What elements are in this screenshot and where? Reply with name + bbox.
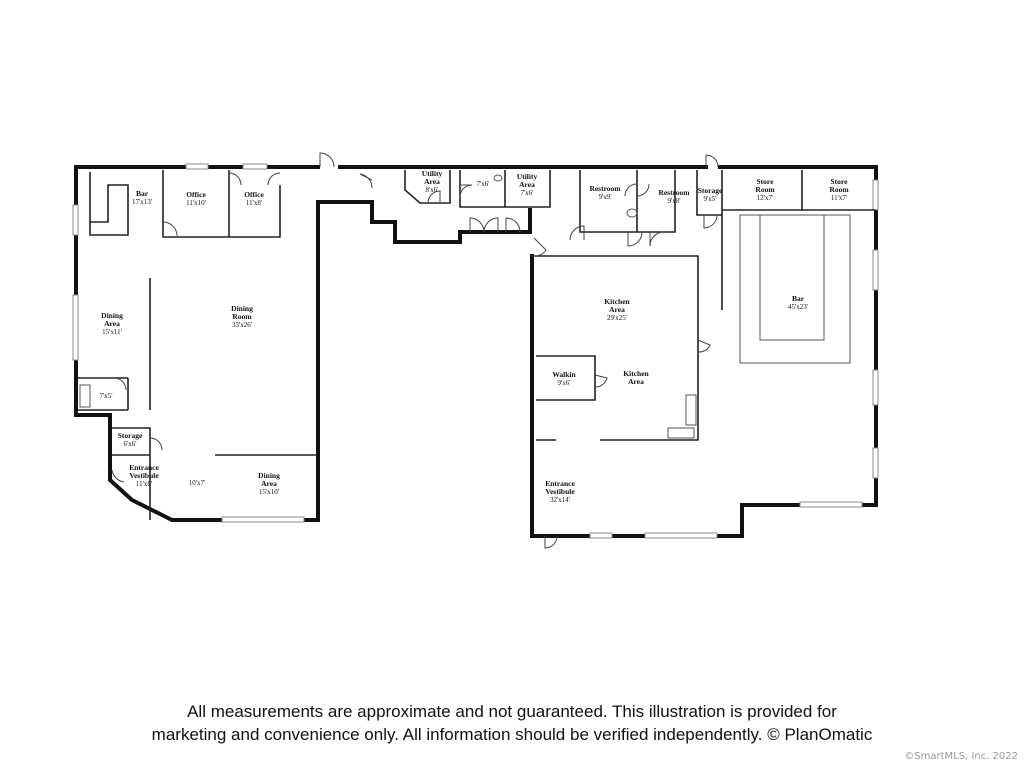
room-office-2 (244, 190, 264, 207)
room-store-room-1 (755, 177, 775, 202)
svg-text:Walkin: Walkin (552, 370, 576, 379)
room-office-1 (186, 190, 206, 207)
svg-text:Room: Room (829, 185, 849, 194)
svg-text:Area: Area (261, 479, 277, 488)
room-10x7 (189, 479, 206, 487)
svg-text:32'x14': 32'x14' (549, 496, 571, 504)
svg-text:Vestibule: Vestibule (129, 471, 159, 480)
svg-text:Restroom: Restroom (658, 188, 690, 197)
disclaimer-line-2: marketing and convenience only. All information should be verified independently. © PlanOmatic (151, 725, 873, 744)
svg-text:Room: Room (232, 312, 252, 321)
room-store-room-2 (829, 177, 849, 202)
room-bar-right (788, 294, 808, 311)
svg-text:7'x6': 7'x6' (520, 189, 534, 197)
room-kitchen-area-1 (604, 297, 630, 322)
svg-text:9'x5': 9'x5' (703, 195, 717, 203)
copyright-notice: ©SmartMLS, Inc. 2022 (904, 751, 1018, 762)
svg-text:11'x10': 11'x10' (186, 199, 206, 207)
svg-text:11'x7': 11'x7' (830, 194, 848, 202)
room-entrance-vestibule-2 (545, 479, 575, 504)
room-bar-left (132, 189, 152, 206)
room-dining-area-2 (258, 471, 280, 496)
svg-text:Dining: Dining (231, 304, 253, 313)
svg-text:Area: Area (628, 377, 644, 386)
room-closet-7x5 (99, 392, 112, 400)
svg-text:Area: Area (104, 319, 120, 328)
svg-text:Entrance: Entrance (545, 479, 575, 488)
svg-text:Dining: Dining (101, 311, 123, 320)
svg-text:Bar: Bar (135, 189, 149, 198)
svg-text:29'x25': 29'x25' (606, 314, 628, 322)
room-storage-9x5 (698, 186, 723, 203)
svg-text:7'x5': 7'x5' (99, 392, 113, 400)
svg-text:11'x8': 11'x8' (245, 199, 263, 207)
svg-text:Store: Store (756, 177, 774, 186)
room-closet-7x6 (476, 180, 489, 188)
svg-text:Area: Area (609, 305, 625, 314)
svg-text:Store: Store (830, 177, 848, 186)
svg-text:Storage: Storage (117, 431, 143, 440)
svg-text:9'x9': 9'x9' (598, 193, 612, 201)
svg-text:6'x6': 6'x6' (123, 440, 137, 448)
svg-text:Storage: Storage (697, 186, 723, 195)
svg-text:Bar: Bar (791, 294, 805, 303)
svg-text:Restroom: Restroom (589, 184, 621, 193)
room-dining-room (231, 304, 253, 329)
svg-text:Area: Area (519, 180, 535, 189)
svg-text:Utility: Utility (421, 169, 443, 178)
room-labels (99, 169, 849, 504)
room-entrance-vestibule-1 (129, 463, 159, 488)
interior-walls (78, 170, 876, 520)
room-dining-area-1 (101, 311, 123, 336)
svg-text:9'x8': 9'x8' (667, 197, 681, 205)
room-storage-6x6 (118, 431, 143, 448)
svg-text:9'x6': 9'x6' (557, 379, 571, 387)
svg-text:33'x26': 33'x26' (231, 321, 253, 329)
svg-text:12'x7': 12'x7' (756, 194, 774, 202)
svg-text:Dining: Dining (258, 471, 280, 480)
svg-text:Area: Area (424, 177, 440, 186)
disclaimer-line-1: All measurements are approximate and not guaranteed. This illustration is provided for (187, 702, 837, 721)
svg-text:Room: Room (755, 185, 775, 194)
room-kitchen-area-2 (623, 369, 649, 386)
svg-text:10'x7': 10'x7' (188, 479, 206, 487)
svg-text:7'x6': 7'x6' (476, 180, 490, 188)
svg-text:Kitchen: Kitchen (623, 369, 649, 378)
svg-text:Office: Office (186, 190, 206, 199)
svg-text:15'x11': 15'x11' (102, 328, 122, 336)
svg-text:Kitchen: Kitchen (604, 297, 630, 306)
room-walkin (552, 370, 576, 387)
room-utility-2 (517, 172, 538, 197)
svg-text:Office: Office (244, 190, 264, 199)
svg-text:17'x13': 17'x13' (131, 198, 153, 206)
svg-text:11'x8': 11'x8' (135, 480, 153, 488)
room-restroom-1 (589, 184, 621, 201)
svg-text:Utility: Utility (516, 172, 538, 181)
room-utility-1 (422, 169, 443, 194)
svg-text:Entrance: Entrance (129, 463, 159, 472)
svg-text:8'x6': 8'x6' (425, 186, 439, 194)
room-restroom-2 (658, 188, 690, 205)
svg-text:15'x10': 15'x10' (258, 488, 280, 496)
svg-text:Vestibule: Vestibule (545, 487, 575, 496)
fixtures (80, 175, 696, 438)
svg-text:45'x23': 45'x23' (787, 303, 809, 311)
